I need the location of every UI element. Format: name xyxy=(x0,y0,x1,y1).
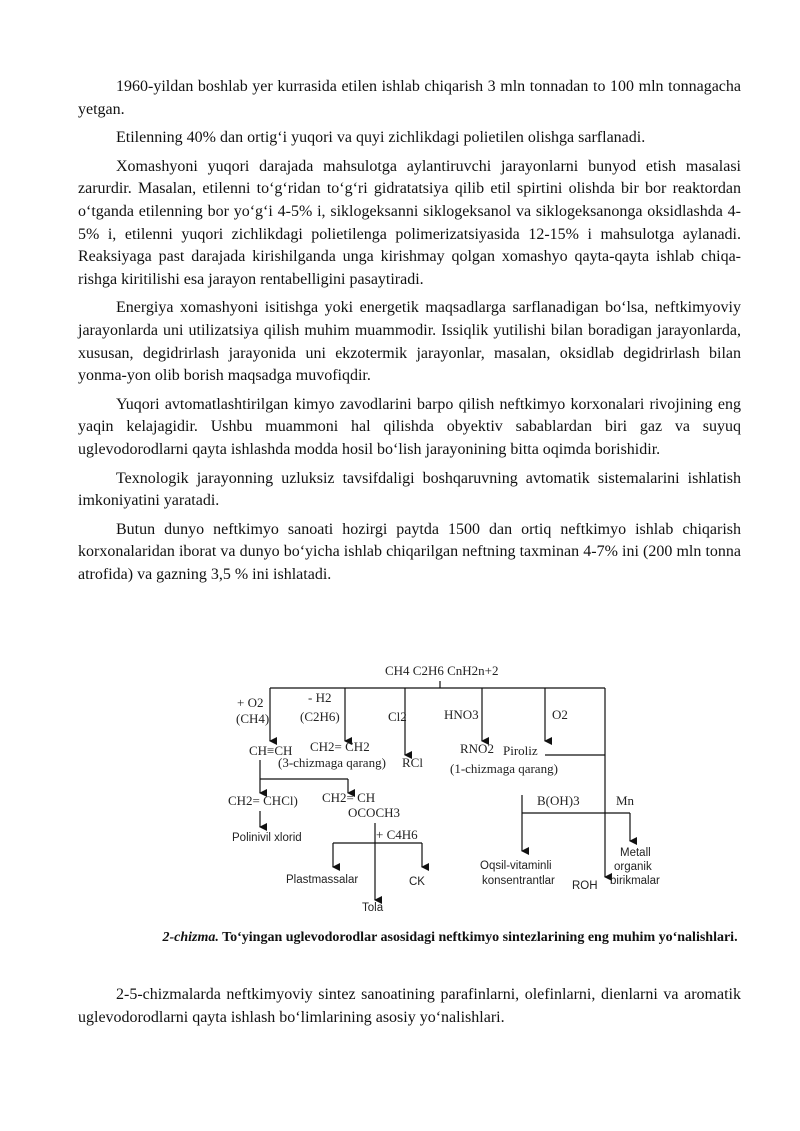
o2-right-label: O2 xyxy=(552,707,568,722)
vinyl-chloride-label: CH2= CHCl) xyxy=(228,793,298,808)
paragraph-3: Xomashyoni yuqori darajada mahsulotga aylantiruvchi jarayonlarni bunyod etish masalasi zarurdir. Masalan, etilenni to‘g‘ridan to‘g‘ri gidratatsiya qilib etil spirtini olishda bir bor reaktordan o‘tganda etilenning bor yo‘g‘i 4-5% i, siklogeksanni siklogeksanol va siklogeksanonga oksidlashda 4-5% i, etilenni yuqori zichlikdagi polietilenga polimerizatsiyasida 12-15% i mahsulotga aylanadi. Reaksiyaga past darajada kirishilganda unga kirishmay qolgan xomashyo qayta-qayta ishlab chiqa-rishga kiritilishi esa jarayon rentabelligini pasaytiradi. xyxy=(78,157,741,288)
h2-sub-label: (C2H6) xyxy=(300,709,340,724)
polyvinyl-label: Polinivil xlorid xyxy=(232,832,302,844)
caption-text: To‘yingan uglevodorodlar asosidagi neftkimyo sintezlarining eng muhim yo‘nalishlari. xyxy=(222,930,738,945)
ref-3-label: (3-chizmaga qarang) xyxy=(278,755,386,770)
paragraph-2: Etilenning 40% dan ortig‘i yuqori va quyi zichlikdagi polietilen olishga sarflanadi. xyxy=(116,129,646,147)
paragraph-5: Yuqori avtomatlashtirilgan kimyo zavodlarini barpo qilish neftkimyo korxonalari rivojining eng yaqin kelajagidir. Ushbu muammoni hal qilishda obyektiv sabablardan biri gaz va suyuq uglevodorodlarni qayta ishlashda modda hosil bo‘lish jarayonining bitta oqimda borishidir. xyxy=(78,395,741,458)
rcl-label: RCl xyxy=(402,755,423,770)
oqsil-label-2: konsentrantlar xyxy=(482,875,555,887)
tola-label: Tola xyxy=(362,902,384,914)
roh-label: ROH xyxy=(572,880,598,892)
ethylene-label: CH2= CH2 xyxy=(310,739,370,754)
final-paragraph: 2-5-chizmalarda neftkimyoviy sintez sanoatining parafinlarni, olefinlarni, dienlarni va aromatik uglevodorodlarni qayta ishlash bo‘limlarining asosiy yo‘nalishlari. xyxy=(78,986,741,1026)
vinyl-acetate-label-2: OCOCH3 xyxy=(348,805,401,820)
paragraph-7: Butun dunyo neftkimyo sanoati hozirgi paytda 1500 dan ortiq neftkimyo ishlab chiqarish korxonalaridan iborat va dunyo bo‘yicha ishlab chiqarilgan neftning taxminan 4-7% ini (200 mln tonna atrofida) va gazning 3,5 % ini ishlatadi. xyxy=(78,520,741,583)
boh-label: B(OH)3 xyxy=(537,793,580,808)
mn-label: Mn xyxy=(616,793,635,808)
paragraph-1: 1960-yildan boshlab yer kurrasida etilen ishlab chiqarish 3 mln tonnadan to 100 mln tonnagacha yetgan. xyxy=(78,78,741,118)
o2-sub-label: (CH4) xyxy=(236,711,270,726)
oqsil-label-1: Oqsil-vitaminli xyxy=(480,860,552,872)
plus-c4h6-label: + C4H6 xyxy=(376,827,418,842)
plastmassalar-label: Plastmassalar xyxy=(286,874,359,886)
synthesis-diagram xyxy=(200,655,700,920)
top-formula: CH4 C2H6 CnH2n+2 xyxy=(385,663,499,678)
ck-label: CK xyxy=(409,876,425,888)
paragraph-6: Texnologik jarayonning uzluksiz tavsifdaligi boshqaruvning avtomatik sistemalarini ishlatish imkoniyatini yaratadi. xyxy=(78,469,741,510)
diagram-caption xyxy=(140,928,760,947)
caption-number: 2-chizma. xyxy=(162,930,219,945)
final-text xyxy=(78,984,741,1035)
cl2-label: Cl2 xyxy=(388,709,407,724)
piroliz-label: Piroliz xyxy=(503,743,538,758)
metall-label-1: Metall xyxy=(620,847,651,859)
acetylene-label: CH≡CH xyxy=(249,743,293,758)
body-text xyxy=(78,76,741,592)
metall-label-3: birikmalar xyxy=(610,875,660,887)
ref-1-label: (1-chizmaga qarang) xyxy=(450,761,558,776)
vinyl-acetate-label-1: CH2= CH xyxy=(322,790,376,805)
rno2-label: RNO2 xyxy=(460,741,494,756)
metall-label-2: organik xyxy=(614,861,652,873)
paragraph-4: Energiya xomashyoni isitishga yoki energetik maqsadlarga sarflanadigan bo‘lsa, neftkimyoviy jarayonlarda uni utilizatsiya qilish muhim muammodir. Issiqlik yutilishi bilan boradigan jarayonlarda, xususan, degidrirlash jarayonida uni ekzotermik jarayonlar, masalan, oksidlab degidrirlash bilan yonma-yon olib borish maqsadga muvofiqdir. xyxy=(78,299,741,385)
o2-branch-label: + O2 xyxy=(237,695,264,710)
h2-branch-label: - H2 xyxy=(308,690,332,705)
hno3-label: HNO3 xyxy=(444,707,479,722)
